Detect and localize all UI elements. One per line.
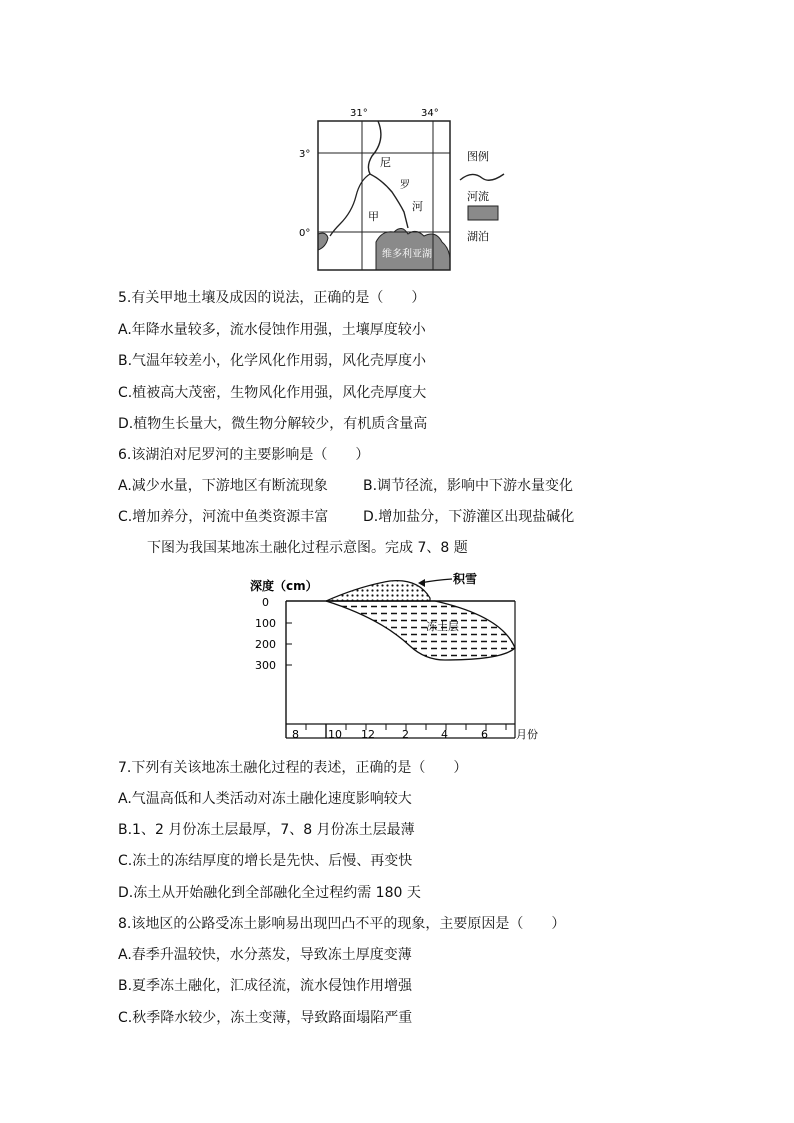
q6-option-b: B.调节径流，影响中下游水量变化 <box>363 478 574 494</box>
intro-text: 下图为我国某地冻土融化过程示意图。完成 7、8 题 <box>147 540 468 556</box>
q6-option-a: A.减少水量，下游地区有断流现象 <box>118 478 328 494</box>
y-tick-200: 200 <box>255 638 276 651</box>
q8-option-b: B.夏季冻土融化，汇成径流，流水侵蚀作用增强 <box>118 978 413 994</box>
q6-stem: 6.该湖泊对尼罗河的主要影响是（ ） <box>118 447 370 463</box>
x-tick-10: 10 <box>328 728 342 741</box>
q6-option-c: C.增加养分，河流中鱼类资源丰富 <box>118 509 329 525</box>
q8-option-a: A.春季升温较快，水分蒸发，导致冻土厚度变薄 <box>118 947 412 963</box>
river-char-1: 尼 <box>380 156 391 169</box>
q7-option-b: B.1、2 月份冻土层最厚，7、8 月份冻土层最薄 <box>118 822 415 838</box>
frozen-soil-figure <box>240 568 560 748</box>
x-tick-6: 6 <box>481 728 488 741</box>
snow-region <box>326 581 430 601</box>
q7-option-c: C.冻土的冻结厚度的增长是先快、后慢、再变快 <box>118 853 413 869</box>
y-tick-300: 300 <box>255 659 276 672</box>
frozen-soil-svg <box>240 568 560 748</box>
frozen-soil-region <box>326 601 515 660</box>
river-char-3: 河 <box>412 200 423 213</box>
lon-34-label: 34° <box>421 108 439 119</box>
nile-map-figure <box>290 100 520 275</box>
q7-option-d: D.冻土从开始融化到全部融化全过程约需 180 天 <box>118 885 421 901</box>
lat-3-label: 3° <box>299 149 311 160</box>
snow-label: 积雪 <box>453 572 478 586</box>
lat-0-label: 0° <box>299 228 311 239</box>
x-tick-12: 12 <box>361 728 375 741</box>
q5-stem: 5.有关甲地土壤及成因的说法，正确的是（ ） <box>118 290 426 306</box>
q7-stem: 7.下列有关该地冻土融化过程的表述，正确的是（ ） <box>118 760 468 776</box>
q5-option-c: C.植被高大茂密，生物风化作用强，风化壳厚度大 <box>118 385 427 401</box>
legend-lake-symbol <box>468 206 498 220</box>
legend-river-label: 河流 <box>467 190 489 203</box>
lake-victoria-label: 维多利亚湖 <box>382 249 432 260</box>
legend-lake-label: 湖泊 <box>467 230 489 243</box>
y-tick-100: 100 <box>255 617 276 630</box>
q8-option-c: C.秋季降水较少，冻土变薄，导致路面塌陷严重 <box>118 1010 413 1026</box>
q5-option-b: B.气温年较差小，化学风化作用弱，风化壳厚度小 <box>118 353 427 369</box>
nile-map-svg <box>290 100 520 275</box>
x-tick-2: 2 <box>402 728 409 741</box>
lake-west-shape <box>318 233 328 250</box>
legend-title: 图例 <box>467 150 489 163</box>
x-axis-unit: 月份 <box>516 728 538 741</box>
x-tick-8: 8 <box>292 728 299 741</box>
q6-option-d: D.增加盐分，下游灌区出现盐碱化 <box>363 509 575 525</box>
region-jia-label: 甲 <box>368 210 379 223</box>
lon-31-label: 31° <box>350 108 368 119</box>
q5-option-d: D.植物生长量大，微生物分解较少，有机质含量高 <box>118 416 428 432</box>
q5-option-a: A.年降水量较多，流水侵蚀作用强，土壤厚度较小 <box>118 322 426 338</box>
x-tick-4: 4 <box>441 728 448 741</box>
frozen-soil-label: 冻土层 <box>426 620 459 633</box>
y-axis-label: 深度（cm） <box>250 579 318 593</box>
y-tick-0: 0 <box>262 596 269 609</box>
river-char-2: 罗 <box>400 180 410 191</box>
legend-river-symbol <box>460 174 504 180</box>
q7-option-a: A.气温高低和人类活动对冻土融化速度影响较大 <box>118 791 412 807</box>
west-river-line <box>330 174 370 236</box>
q8-stem: 8.该地区的公路受冻土影响易出现凹凸不平的现象，主要原因是（ ） <box>118 916 566 932</box>
